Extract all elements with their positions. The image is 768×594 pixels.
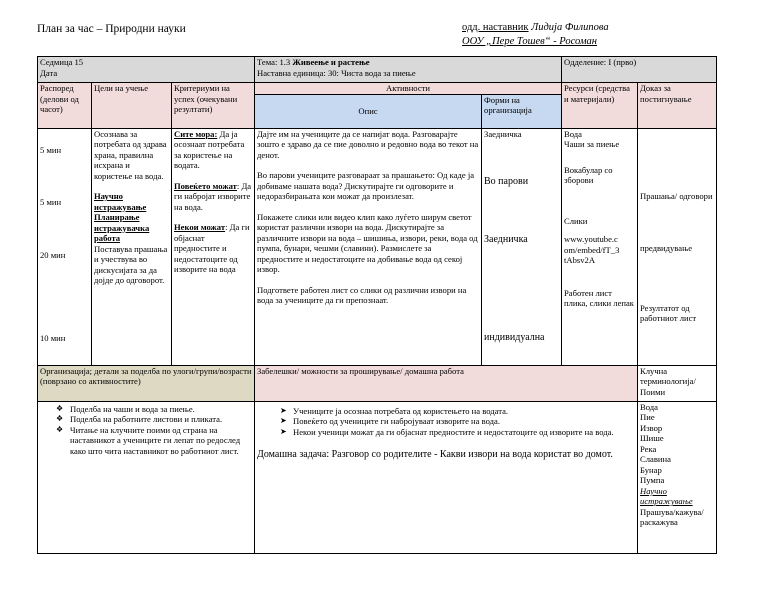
time-4: 10 мин [40,333,66,343]
resource-3: Слики [564,215,588,226]
resource-2: Вокабулар со зборови [564,164,613,185]
org-list [40,404,252,457]
col-goals: Цели на учење [92,83,172,129]
resource-5: Работен лист плика, слики лепак [564,287,634,308]
goals-text: Осознава за потребата од здрава храна, правилна исхрана и користење на вода. [94,128,167,181]
forms-cell [482,128,562,365]
date-label: Дата [40,67,58,78]
term-5: Река [640,443,657,454]
org-heading: Организација; детали за поделба по улоги/групи/возрасти (поврзано со активностите) [38,365,255,401]
notes-item-3: ➤ Некои ученици можат да ги објаснат предностите и недостатоците од изворите на вода. [293,427,635,438]
week-date-cell [38,57,255,83]
terms-heading: Клучна терминологија/ Поими [638,365,717,401]
terms-cell [638,401,717,553]
term-7: Бунар [640,464,662,475]
evidence-2: предвидување [640,243,693,253]
description-2: Во парови учениците разговараат за прашањето: Од каде ја добиваме нашата вода? Дискутирајте ги одговорите и недоразбирањата кои можат да произлезат. [257,170,475,201]
term-skill: Научно истражување [640,485,693,506]
form-2: Во парови [484,176,529,187]
form-4: индивидуална [484,332,545,343]
description-3: Покажете слики или видео клип како луѓето ширум светот користат различни извори на вода. Дискутирајте за различните извори на вода – шишиња, извори, реки, вода од пумпа, бунари, чешми (славини). Размислете за предностите и недостатоците на добивање вода од секој извор. [257,211,478,274]
col-schedule: Распоред (делови од часот) [38,83,92,129]
plan-title: План за час – Природни науки [37,23,186,35]
week-label: Седмица 15 [40,57,84,67]
org-item-2: ❖ Поделба на работните листови и пликата. [70,414,252,425]
term-3: Извор [640,422,663,433]
col-forms: Форми на организација [482,94,562,128]
form-1: Заедничка [484,128,522,139]
school-name: ООУ „Пере Тошев“ - Росоман [462,36,597,47]
col-description: Опис [255,94,482,128]
resource-1: Вода Чаши за пиење [564,128,620,149]
criteria-lead-2: Повеќето можат [174,180,237,191]
evidence-cell [638,128,717,365]
teacher-name: Лидија Филипова [531,22,609,33]
class-label: Одделение: I (прво) [562,57,717,83]
col-activities: Активности [255,83,562,95]
description-4: Подгответе работен лист со слики од различни извори на вода за учениците да ги препознаат. [257,284,467,305]
homework: Домашна задача: Разговор со родителите - Какви извори на вода користат во домот. [257,449,613,460]
term-4: Шише [640,433,664,443]
description-cell [255,128,482,365]
time-1: 5 мин [40,144,62,155]
term-6: Славина [640,454,671,464]
criteria-cell [172,128,255,365]
criteria-text-1: Да ја осознаат потребата за користење на водата. [174,128,245,170]
lesson-plan-table [37,56,717,554]
notes-heading: Забелешки/ можности за проширување/ домашна работа [255,365,638,401]
evidence-1: Прашања/ одговори [640,190,713,201]
notes-item-1: ➤ Учениците ја осознаа потребата од користењето на водата. [293,406,635,417]
goals-cell [92,128,172,365]
times-cell [38,128,92,365]
teacher-info [462,21,609,49]
form-3: Заедничка [484,234,528,245]
org-cell [38,401,255,553]
resource-4: www.youtube.c om/embed/fT_3 tAbsv2A [564,234,620,265]
goals-skill2: Планирање истражувачка работа [94,212,150,243]
term-8: Пумпа [640,475,665,485]
teacher-label: одд. наставник [462,22,529,33]
topic-title: Живеење и растење [292,57,370,67]
criteria-text-3: : Да ги објаснат предностите и недостатоците од изворите на вода [174,222,250,274]
col-resources: Ресурси (средства и материјали) [562,83,638,129]
term-1: Вода [640,401,658,412]
notes-item-2: ➤ Повеќето од учениците ги набројуваат изворите на вода. [293,416,635,427]
criteria-lead-3: Некои можат [174,222,226,232]
notes-list [257,406,635,438]
term-2: Пие [640,412,655,422]
org-item-3: ❖ Читање на клучните поими од страна на наставникот а учениците ги лепат по редослед како што чита наставникот во работниот лист. [70,425,252,457]
criteria-lead-1: Сите мора: [174,128,218,139]
org-item-1: ❖ Поделба на чаши и вода за пиење. [70,404,252,415]
notes-cell [255,401,638,553]
col-evidence: Доказ за постигнување [638,83,717,129]
term-last: Прашува/кажува/раскажува [640,506,704,527]
criteria-text-2: : Да ги набројат изворите на вода. [174,180,252,212]
goals-skill: Научно истражување [94,191,147,212]
col-criteria: Критериуми на успех (очекувани резултати) [172,83,255,129]
time-3: 20 мин [40,249,66,260]
evidence-3: Резултатот од работниот лист [640,302,697,323]
time-2: 5 мин [40,197,62,207]
goals-text2: Поставува прашања и учествува во дискусијата за да дојде до одговорот. [94,243,168,285]
description-1: Дајте им на учениците да се напијат вода. Разговарајте зошто е здраво да се пие доволно и редовно вода во текот на денот. [257,128,479,160]
topic-prefix: Тема: 1.3 [257,57,291,67]
teaching-unit: Наставна единица: 30: Чиста вода за пиење [257,67,416,78]
resources-cell [562,128,638,365]
topic-cell [255,57,562,83]
